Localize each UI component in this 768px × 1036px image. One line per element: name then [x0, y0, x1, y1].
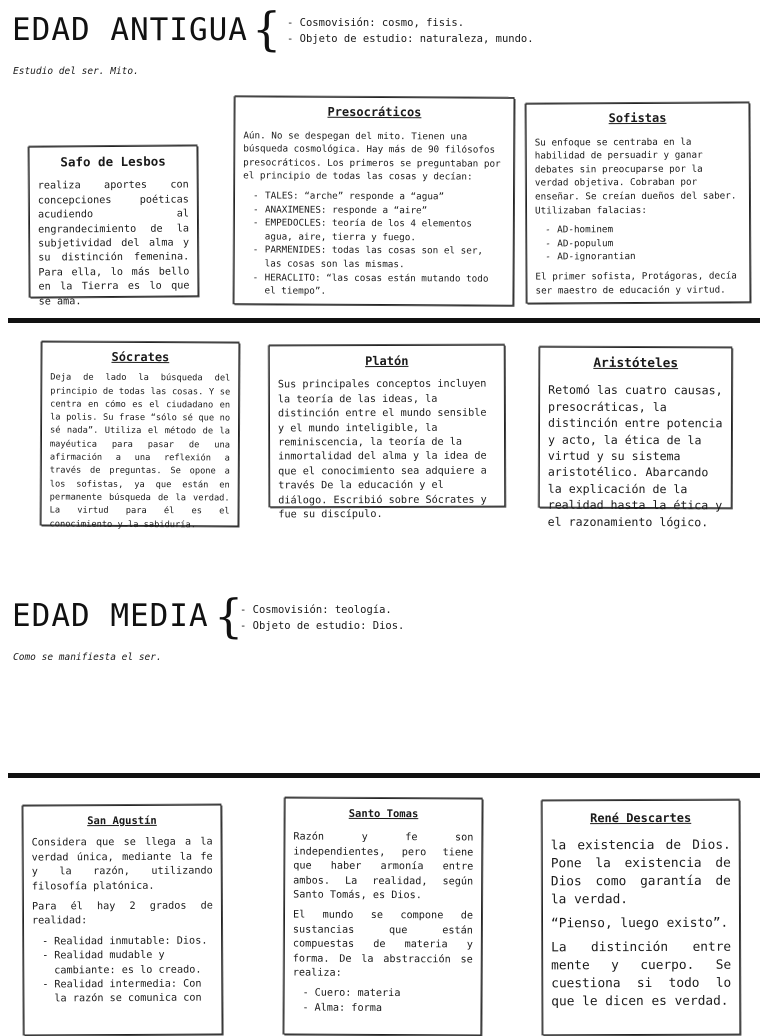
- list-item: - Realidad intermedia: Con la razón se comunica con: [46, 978, 213, 1008]
- section-divider: [8, 773, 760, 778]
- section-divider: [8, 318, 760, 323]
- list-item: - AD-hominem: [549, 223, 741, 238]
- list-item: - EMPEDOCLES: teoría de los 4 elementos agua, aire, tierra y fuego.: [257, 217, 505, 245]
- card-title: Safo de Lesbos: [60, 153, 166, 170]
- card-text: Razón y fe son independientes, pero tiene que haber armonía entre ambos. La realidad, según Santo Tomás, es Dios.: [293, 831, 474, 902]
- card-title: San Agustín: [87, 814, 157, 828]
- card-title: Platón: [365, 353, 409, 369]
- list-item: - ANAXIMENES: responde a “aire”: [257, 203, 505, 218]
- card-title: Santo Tomas: [348, 807, 419, 821]
- card-presocraticos: [233, 96, 514, 305]
- media-point: - Objeto de estudio: Dios.: [240, 618, 404, 634]
- card-title: René Descartes: [590, 810, 692, 826]
- card-text: El mundo se compone de sustancias que están compuestas de materia y forma. De la abstracción se realiza:: [292, 909, 474, 979]
- card-text: “Pienso, luego existo”.: [550, 915, 729, 932]
- card-text: Retomó las cuatro causas, presocráticas, la distinción entre potencia y acto, la ética de la virtud y su sistema aristotélico. Abarcando la explicación de la realidad hasta la ética y el razonamiento lógico.: [547, 383, 723, 529]
- brace-media: {: [214, 589, 244, 643]
- era-title-media: EDAD MEDIA: [12, 598, 209, 634]
- card-tomas: [283, 797, 482, 1035]
- card-text: Su enfoque se centraba en la habilidad de persuadir y ganar debates sin preocuparse por la verdad objetiva. Cobraban por enseñar. Se creían dueños del saber. Utilizaban falacias:: [534, 136, 737, 217]
- card-text: realiza aportes con concepciones poéticas acudiendo al engrandecimiento de la subjetividad del alma y su distinción femenina. Para ella, lo más bello en la Tierra es lo que se ama.: [37, 179, 190, 308]
- agustin-list: [32, 934, 213, 1007]
- antigua-note: Estudio del ser. Mito.: [13, 66, 139, 77]
- card-text: Aún. No se despegan del mito. Tienen una búsqueda cosmológica. Hay más de 90 filósofos presocráticos. Los primeros se preguntaban por el principio de todas las cosas y decían:: [243, 129, 501, 183]
- antigua-points: [287, 15, 534, 47]
- list-item: - HERACLITO: “las cosas están mutando todo el tiempo”.: [256, 271, 504, 299]
- card-text: El primer sofista, Protágoras, decía ser maestro de educación y virtud.: [535, 270, 737, 297]
- list-item: - Cuero: materia: [307, 987, 473, 1002]
- era-title-antigua: EDAD ANTIGUA: [12, 12, 248, 48]
- card-agustin: [22, 804, 222, 1035]
- card-platon: [269, 345, 506, 521]
- list-item: - Realidad mudable y cambiante: es lo creado.: [46, 949, 213, 979]
- list-item: - TALES: “arche” responde a “agua”: [257, 189, 505, 204]
- antigua-point: - Objeto de estudio: naturaleza, mundo.: [287, 31, 534, 47]
- card-title: Sofistas: [608, 110, 667, 126]
- antigua-point: - Cosmovisión: cosmo, fisis.: [287, 15, 534, 31]
- card-text: Para él hay 2 grados de realidad:: [31, 900, 213, 927]
- media-point: - Cosmovisión: teología.: [240, 602, 404, 618]
- card-safo: [28, 145, 198, 308]
- card-socrates: [41, 341, 240, 530]
- brace-antigua: {: [252, 2, 282, 56]
- list-item: - AD-ignorantian: [549, 250, 741, 265]
- list-item: - Alma: forma: [306, 1001, 472, 1016]
- card-text: Deja de lado la búsqueda del principio de todas las cosas. Y se centra en cómo es el ciudadano en la polis. Su frase “sólo sé que no sé nada”. Utiliza el método de la mayéutica para pasar de una afirmación a una reflexión a través de preguntas. Se opone a los sofistas, ya que están en permanente búsqueda de la verdad. La virtud para él es el conocimiento y la sabiduría.: [49, 372, 231, 530]
- card-title: Aristóteles: [593, 355, 679, 372]
- list-item: - AD-populum: [549, 236, 741, 251]
- card-descartes: [542, 800, 741, 1036]
- media-points: [240, 602, 404, 634]
- list-item: - PARMENIDES: todas las cosas son el ser, las cosas son las mismas.: [257, 244, 505, 272]
- card-text: la existencia de Dios. Pone la existencia de Dios como garantía de la verdad.: [550, 837, 731, 908]
- presocraticos-list: [242, 189, 505, 299]
- media-note: Como se manifiesta el ser.: [13, 652, 162, 663]
- tomas-list: [292, 987, 472, 1017]
- card-title: Presocráticos: [327, 104, 422, 120]
- card-text: Considera que se llega a la verdad única, mediante la fe y la razón, utilizando filosofía platónica.: [31, 836, 213, 893]
- card-title: Sócrates: [111, 349, 170, 365]
- card-text: La distinción entre mente y cuerpo. Se cuestiona si todo lo que le dicen es verdad.: [551, 939, 732, 1010]
- list-item: - Realidad inmutable: Dios.: [46, 934, 213, 949]
- sofistas-list: [535, 223, 741, 265]
- card-text: Sus principales conceptos incluyen la teoría de las ideas, la distinción entre el mundo sensible y el mundo inteligible, la reminiscencia, la teoría de la inmortalidad del alma y la idea de que el conocimiento sea adquiere a través De la educación y el diálogo. Escribió sobre Sócrates y fue su discípulo.: [277, 379, 487, 521]
- card-sofistas: [525, 102, 750, 303]
- card-aristoteles: [539, 347, 733, 529]
